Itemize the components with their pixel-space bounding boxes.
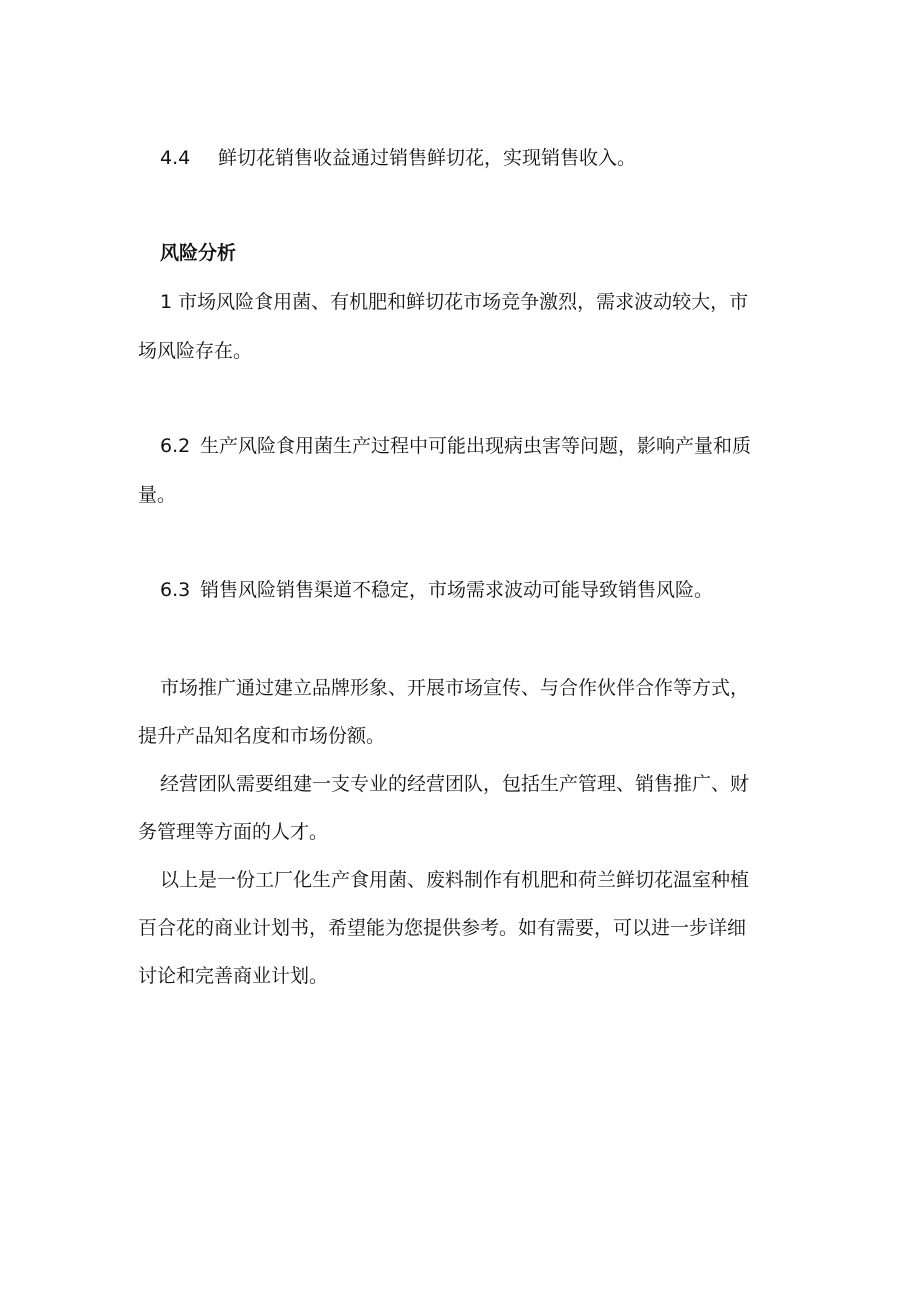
- risk-item-2-text: 生产风险食用菌生产过程中可能出现病虫害等问题，影响产量和质: [200, 435, 752, 457]
- risk-item-2-line-1: [160, 434, 751, 458]
- risk-item-3-text: 销售风险销售渠道不稳定，市场需求波动可能导致销售风险。: [200, 579, 714, 601]
- section-text: 鲜切花销售收益通过销售鲜切花，实现销售收入。: [218, 147, 637, 169]
- risk-item-1-line-1: 1 市场风险食用菌、有机肥和鲜切花市场竞争激烈，需求波动较大，市: [160, 291, 749, 313]
- risk-item-3-number: 6.3: [160, 579, 191, 601]
- risk-heading: 风险分析: [160, 242, 237, 264]
- section-number: 4.4: [160, 147, 191, 169]
- conclusion-line-1: 以上是一份工厂化生产食用菌、废料制作有机肥和荷兰鲜切花温室种植: [160, 869, 750, 891]
- marketing-line-1: 市场推广通过建立品牌形象、开展市场宣传、与合作伙伴合作等方式，: [160, 677, 750, 699]
- team-line-1: 经营团队需要组建一支专业的经营团队，包括生产管理、销售推广、财: [160, 773, 750, 795]
- conclusion-line-3: 讨论和完善商业计划。: [138, 965, 329, 987]
- risk-item-3: [160, 578, 713, 602]
- team-line-2: 务管理等方面的人才。: [138, 821, 329, 843]
- risk-item-1-line-2: 场风险存在。: [138, 340, 253, 362]
- conclusion-line-2: 百合花的商业计划书，希望能为您提供参考。如有需要，可以进一步详细: [138, 917, 747, 939]
- risk-item-2-line-2: 量。: [138, 484, 177, 506]
- risk-item-2-number: 6.2: [160, 435, 191, 457]
- marketing-line-2: 提升产品知名度和市场份额。: [138, 725, 386, 747]
- section-4-4: [160, 146, 636, 170]
